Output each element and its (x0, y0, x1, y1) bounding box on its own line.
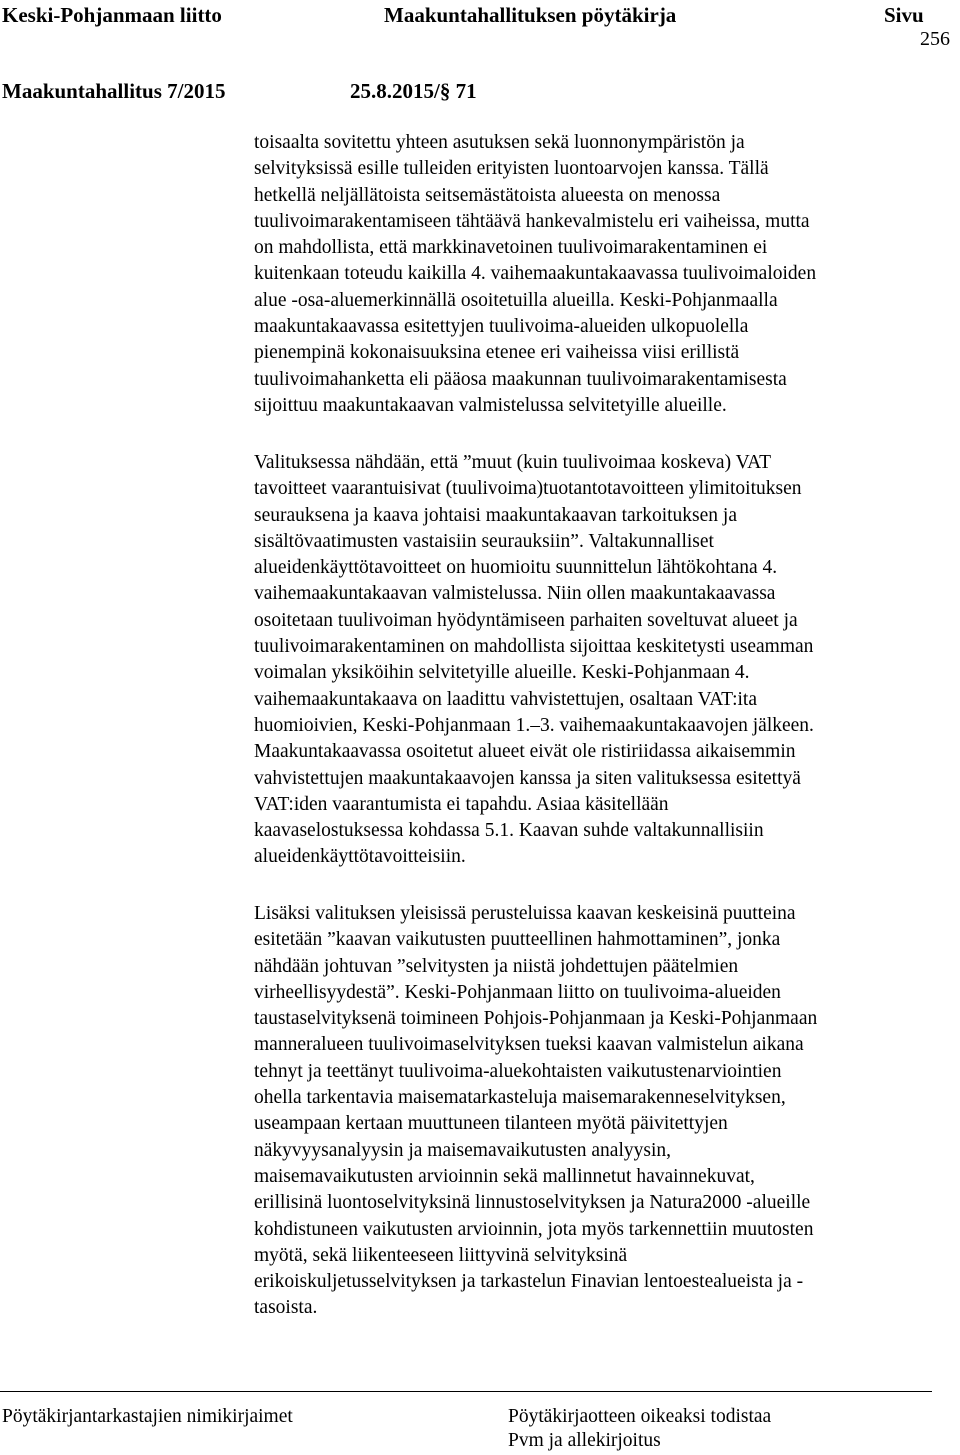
text-line: erillisinä luontoselvityksinä linnustoselvityksen ja Natura2000 -alueille (254, 1192, 811, 1214)
text-line: seurauksena ja kaava johtaisi maakuntakaavan tarkoituksen ja (254, 504, 737, 526)
text-line: erikoiskuljetusselvityksen ja tarkastelun Finavian lentoestealueista ja - (254, 1271, 804, 1293)
paragraph-1 (254, 130, 930, 419)
text-line: nähdään johtuvan ”selvitysten ja niistä johdettujen päätelmien (254, 955, 739, 977)
text-line: ohella tarkentavia maisematarkasteluja maisemarakenneselvityksen, (254, 1087, 786, 1109)
text-line: alueidenkäyttötavoitteet on huomioitu suunnittelun lähtökohtana 4. (254, 557, 778, 579)
text-line: huomioivien, Keski-Pohjanmaan 1.–3. vaihemaakuntakaavojen jälkeen. (254, 714, 814, 736)
text-line: tuulivoimarakentamiseen tähtäävä hankevalmistelu eri vaiheissa, mutta (254, 210, 810, 232)
text-line: tavoitteet vaarantuisivat (tuulivoima)tuotantotavoitteen ylimitoituksen (254, 478, 802, 500)
page-label: Sivu (884, 3, 924, 27)
text-line: pienempinä kokonaisuuksina etenee eri vaiheissa viisi erillistä (254, 342, 740, 364)
text-line: hetkellä neljällätoista seitsemästätoista alueesta on menossa (254, 184, 721, 206)
text-line: osoitetaan tuulivoiman hyödyntämiseen parhaiten soveltuvat alueet ja (254, 609, 798, 631)
meeting-label: Maakuntahallitus 7/2015 (2, 79, 226, 103)
text-line: virheellisyydestä”. Keski-Pohjanmaan liitto on tuulivoima-alueiden (254, 981, 781, 1003)
text-line: toisaalta sovitettu yhteen asutuksen sekä luonnonympäristön ja (254, 132, 745, 153)
footer-certification-label: Pöytäkirjaotteen oikeaksi todistaa (508, 1406, 772, 1427)
text-line: Maakuntakaavassa osoitetut alueet eivät ole ristiriidassa aikaisemmin (254, 741, 796, 763)
footer-date-signature-label: Pvm ja allekirjoitus (508, 1430, 661, 1451)
text-line: näkyvyysanalyysin ja maisemavaikutusten analyysin, (254, 1139, 671, 1161)
text-line: Lisäksi valituksen yleisissä perusteluissa kaavan keskeisinä puutteina (254, 903, 796, 924)
footer-divider (0, 1391, 932, 1392)
paragraph-2 (254, 450, 930, 871)
text-line: vaihemaakuntakaava on laadittu vahvistettujen, osaltaan VAT:ita (254, 688, 757, 710)
text-line: kuitenkaan toteudu kaikilla 4. vaihemaakuntakaavassa tuulivoimaloiden (254, 263, 817, 285)
text-line: kaavaselostuksessa kohdassa 5.1. Kaavan suhde valtakunnallisiin (254, 820, 764, 842)
text-line: maakuntakaavassa esitettyjen tuulivoima-alueiden ulkopuolella (254, 316, 749, 338)
text-line: tuulivoimahanketta eli pääosa maakunnan tuulivoimarakentamisesta (254, 368, 787, 390)
text-line: vahvistettujen maakuntakaavojen kanssa ja siten valituksessa esitettyä (254, 767, 801, 789)
text-line: voimalan yksiköihin selvitetyille alueille. Keski-Pohjanmaan 4. (254, 662, 750, 684)
text-line: sijoittuu maakuntakaavan valmistelussa selvitetyille alueille. (254, 394, 727, 416)
page-number: 256 (920, 28, 950, 50)
organization-name: Keski-Pohjanmaan liitto (2, 3, 222, 27)
text-line: alueidenkäyttötavoitteisiin. (254, 846, 466, 868)
text-line: manneralueen tuulivoimaselvityksen tueksi kaavan valmistelun aikana (254, 1034, 804, 1056)
text-line: kohdistuneen vaikutusten arvioinnin, jota myös tarkennettiin muutosten (254, 1218, 814, 1240)
text-line: sisältövaatimusten vastaisiin seurauksiin”. Valtakunnalliset (254, 530, 714, 552)
text-line: Valituksessa nähdään, että ”muut (kuin tuulivoimaa koskeva) VAT (254, 452, 772, 473)
text-line: on mahdollista, että markkinavetoinen tuulivoimarakentaminen ei (254, 237, 768, 259)
text-line: selvityksissä esille tulleiden erityisten luontoarvojen kanssa. Tällä (254, 158, 769, 180)
text-line: vaihemaakuntakaavan valmistelussa. Niin ollen maakuntakaavassa (254, 583, 776, 605)
document-title: Maakuntahallituksen pöytäkirja (384, 3, 677, 27)
text-line: useampaan kertaan muuttuneen tilanteen myötä päivitettyjen (254, 1113, 728, 1135)
text-line: taustaselvityksenä toimineen Pohjois-Pohjanmaan ja Keski-Pohjanmaan (254, 1008, 818, 1030)
text-line: maisemavaikutusten arvioinnin sekä mallinnetut havainnekuvat, (254, 1165, 755, 1187)
text-line: tehnyt ja teettänyt tuulivoima-aluekohtaisten vaikutustenarviointien (254, 1060, 782, 1082)
text-line: myötä, sekä liikenteeseen liittyvinä selvityksinä (254, 1244, 628, 1266)
text-line: tuulivoimarakentaminen on mahdollista sijoittaa keskitetysti useamman (254, 636, 814, 658)
date-section: 25.8.2015/§ 71 (350, 79, 477, 103)
text-line: tasoista. (254, 1297, 318, 1319)
text-line: alue -osa-aluemerkinnällä osoitetuilla alueilla. Keski-Pohjanmaalla (254, 289, 778, 311)
paragraph-3 (254, 901, 930, 1322)
footer-initials-label: Pöytäkirjantarkastajien nimikirjaimet (2, 1406, 293, 1427)
text-line: esitetään ”kaavan vaikutusten puutteellinen hahmottaminen”, jonka (254, 929, 781, 951)
text-line: VAT:iden vaarantumista ei tapahdu. Asiaa käsitellään (254, 793, 669, 815)
